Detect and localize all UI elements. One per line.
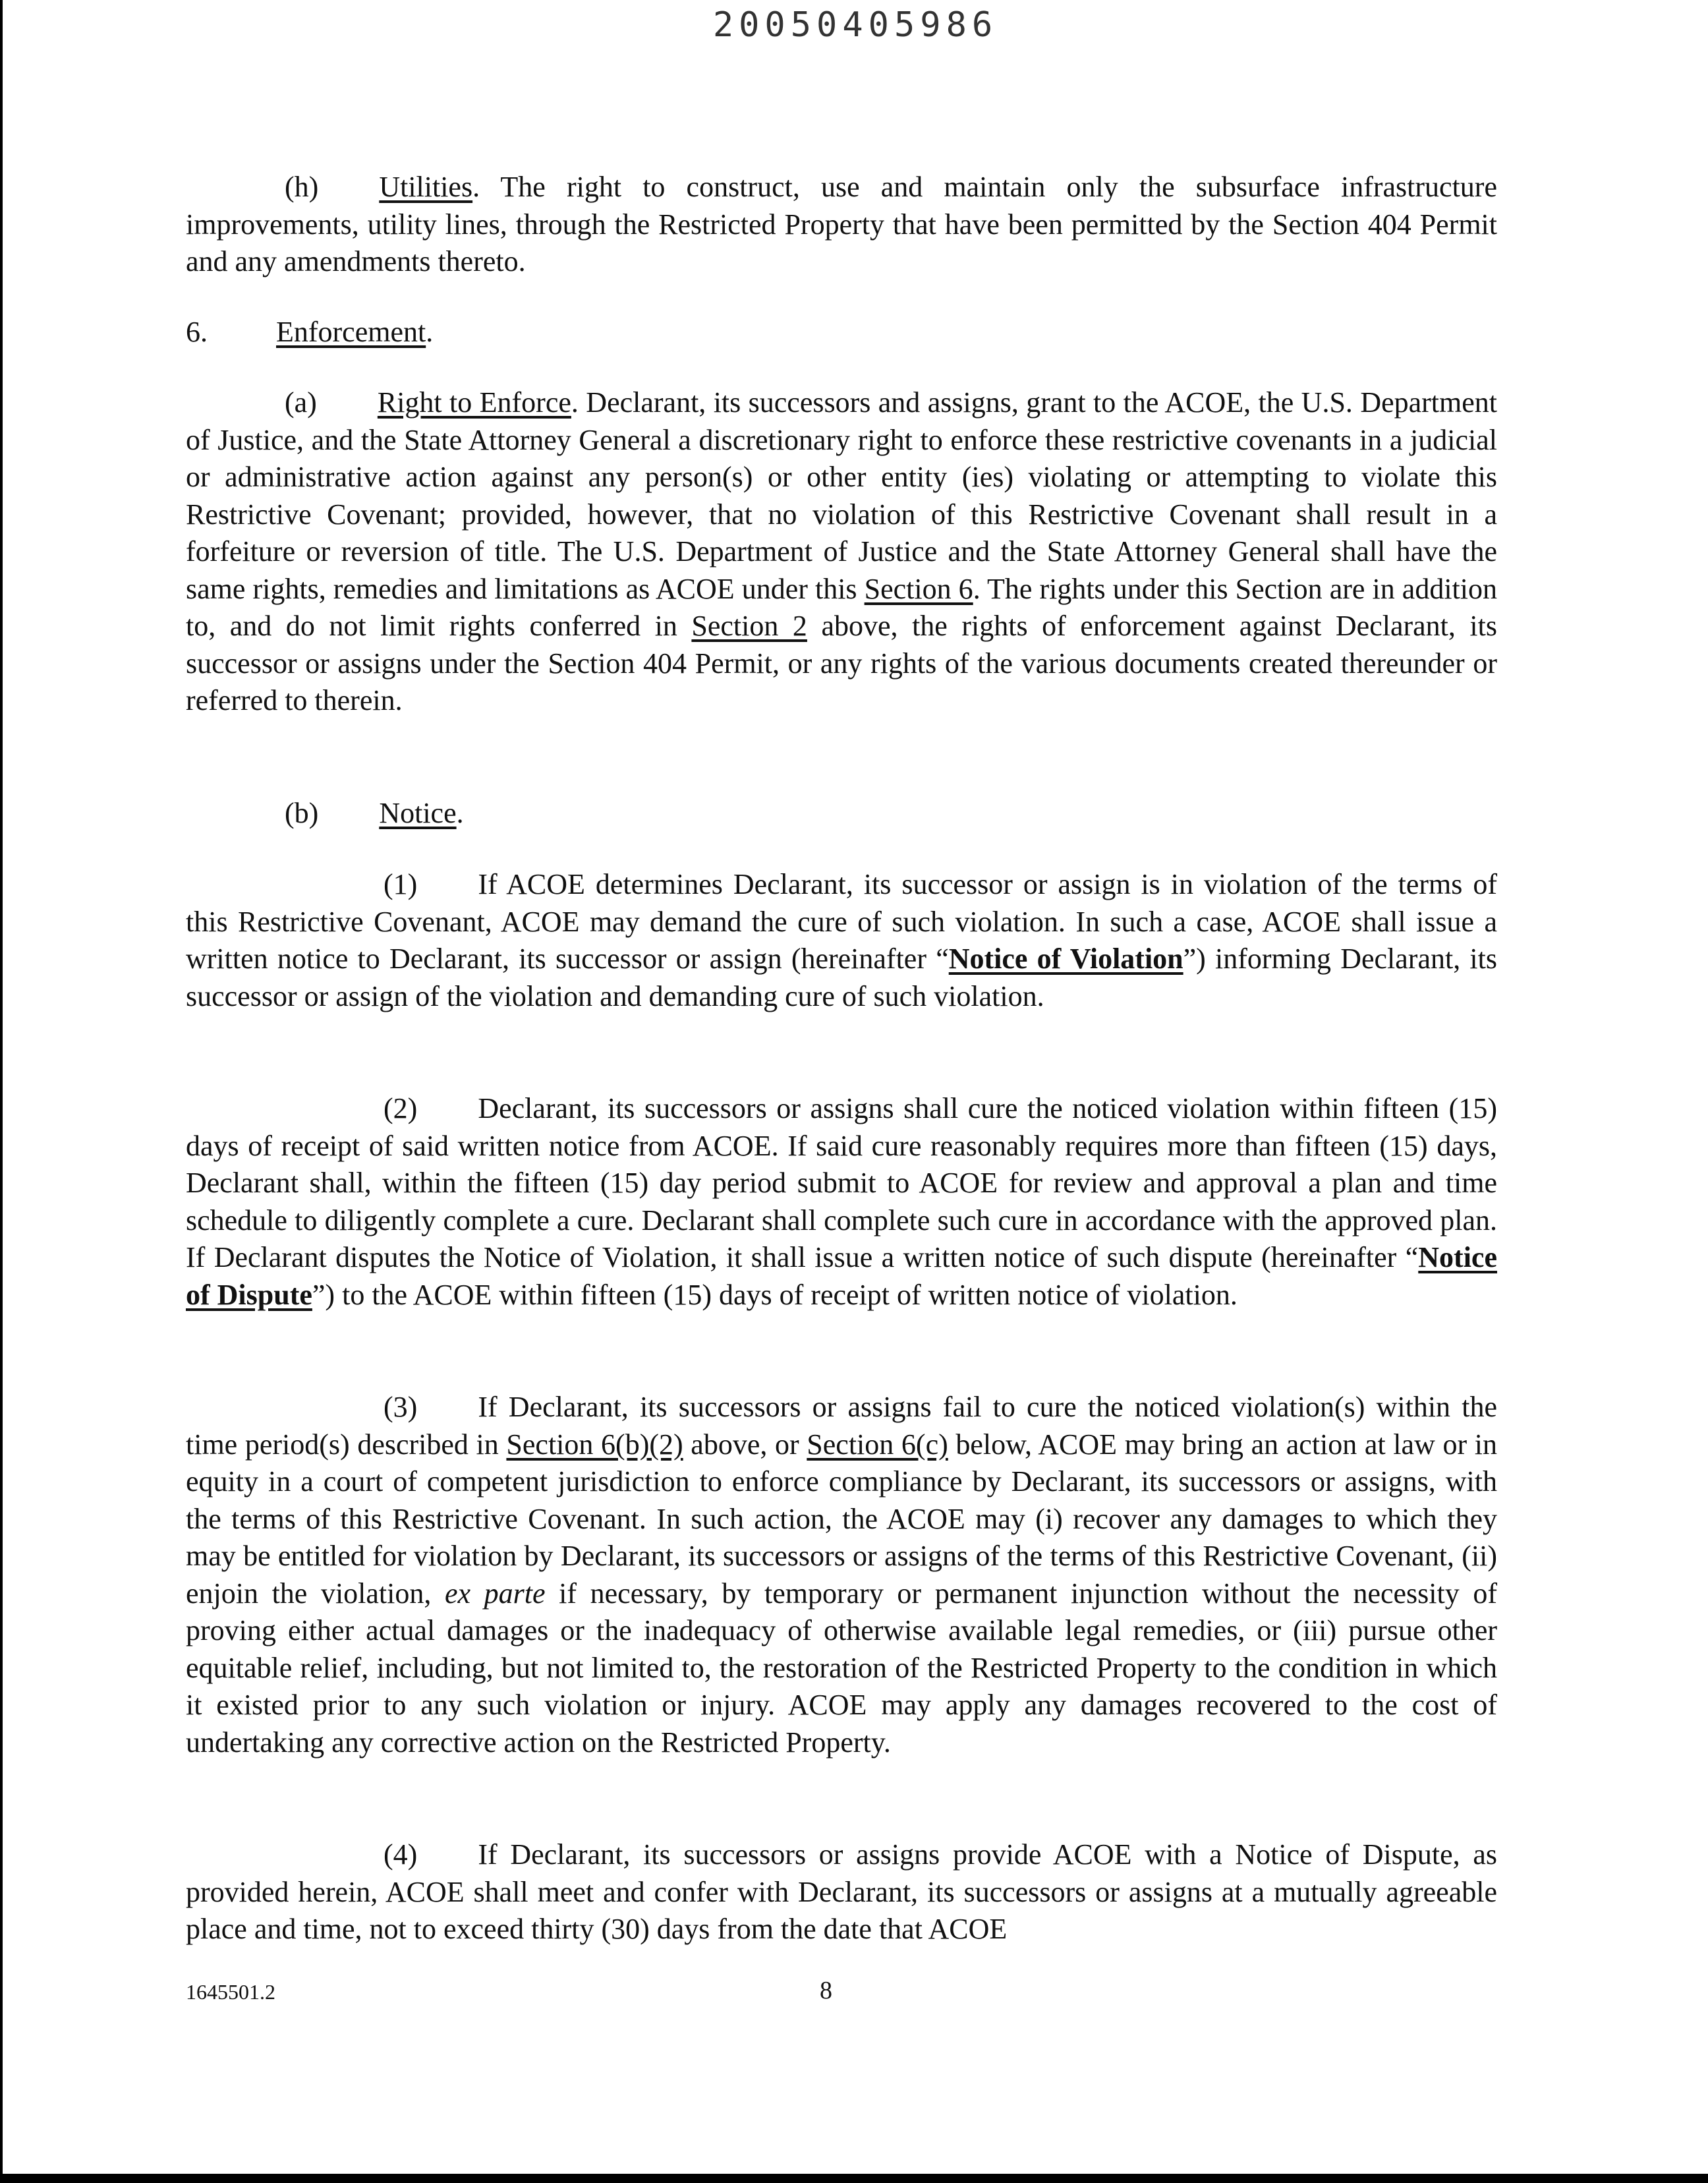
- item-label: (1): [384, 868, 418, 900]
- paragraph-h-utilities: [186, 169, 1497, 281]
- italic-term: ex parte: [445, 1577, 546, 1610]
- paragraph-text: . The rights under this Section are in addition to, and do not limit rights conferred in: [186, 572, 1497, 642]
- paragraph-heading: Right to Enforce: [377, 386, 571, 419]
- item-text: below, ACOE may bring an action at law or in equity in a court of competent jurisdiction to enforce compliance by Declarant, its successors or assigns, with the terms of this Restrictive Covenant. In such action, the ACOE may (i) recover any damages to which they may be entitled for violation by Declarant, its successors or assigns of the terms of this Restrictive Covenant, (ii) enjoin the violation,: [186, 1428, 1497, 1610]
- section-title: Enforcement: [276, 316, 426, 348]
- item-text: If Declarant, its successors or assigns provide ACOE with a Notice of Dispute, as provided herein, ACOE shall meet and confer with Declarant, its successors or assigns at a mutually agreeable place and time, not to exceed thirty (30) days from the date that ACOE: [186, 1838, 1497, 1945]
- item-3: [186, 1389, 1497, 1761]
- section-reference: Section 6(c): [807, 1428, 948, 1461]
- section-number: 6.: [186, 316, 208, 348]
- section-6-heading: [186, 314, 1497, 351]
- paragraph-label: (b): [285, 797, 319, 829]
- section-reference: Section 6: [864, 572, 973, 605]
- item-text: if necessary, by temporary or permanent injunction without the necessity of proving either actual damages or the inadequacy of otherwise available legal remedies, or (iii) pursue other equitable relief, including, but not limited to, the restoration of the Restricted Property to the condition in which it existed prior to any such violation or injury. ACOE may apply any damages recovered to the cost of undertaking any corrective action on the Restricted Property.: [186, 1577, 1497, 1759]
- paragraph-b-notice-heading: [186, 795, 1497, 832]
- item-label: (2): [384, 1092, 418, 1124]
- defined-term: Notice of Violation: [948, 943, 1183, 975]
- paragraph-text: . Declarant, its successors and assigns, grant to the ACOE, the U.S. Department of Justice, and the State Attorney General a discretionary right to enforce these restrictive covenants in a judicial or administrative action against any person(s) or other entity (ies) violating or attempting to violate this Restrictive Covenant; provided, however, that no violation of this Restrictive Covenant shall result in a forfeiture or reversion of title. The U.S. Department of Justice and the State Attorney General shall have the same rights, remedies and limitations as ACOE under this: [186, 386, 1498, 605]
- paragraph-label: (a): [285, 386, 317, 419]
- section-reference: Section 6(b)(2): [506, 1428, 683, 1461]
- paragraph-a-right-to-enforce: [186, 384, 1497, 720]
- paragraph-heading-suffix: .: [456, 797, 464, 829]
- document-number: 20050405986: [712, 5, 998, 45]
- defined-term: Notice of Dispute: [186, 1241, 1497, 1311]
- item-text: Declarant, its successors or assigns shall cure the noticed violation within fifteen (15) days of receipt of said written notice from ACOE. If said cure reasonably requires more than fifteen (15) days, Declarant shall, within the fifteen (15) day period submit to ACOE for review and approval a plan and time schedule to diligently complete a cure. Declarant shall complete such cure in accordance with the approved plan. If Declarant disputes the Notice of Violation, it shall issue a written notice of such dispute (hereinafter “: [186, 1092, 1497, 1273]
- section-reference: Section 2: [691, 610, 807, 642]
- item-text: If Declarant, its successors or assigns fail to cure the noticed violation(s) within the time period(s) described in: [186, 1391, 1497, 1461]
- footer-page-number: 8: [820, 1977, 832, 2004]
- item-1: [186, 866, 1497, 1015]
- paragraph-text: above, the rights of enforcement against Declarant, its successor or assigns under the Section 404 Permit, or any rights of the various documents created thereunder or referred to therein.: [186, 610, 1497, 716]
- paragraph-text: . The right to construct, use and maintain only the subsurface infrastructure improvements, utility lines, through the Restricted Property that have been permitted by the Section 404 Permit and any amendments thereto.: [186, 171, 1497, 277]
- item-text: If ACOE determines Declarant, its successor or assign is in violation of the terms of this Restrictive Covenant, ACOE may demand the cure of such violation. In such a case, ACOE shall issue a written notice to Declarant, its successor or assign (hereinafter “: [186, 868, 1497, 975]
- footer-document-id: 1645501.2: [186, 1980, 275, 2004]
- item-text: ”) to the ACOE within fifteen (15) days of receipt of written notice of violation.: [312, 1278, 1238, 1311]
- paragraph-heading: Utilities: [379, 171, 473, 203]
- paragraph-heading: Notice: [379, 797, 457, 829]
- item-label: (3): [384, 1391, 418, 1423]
- item-2: [186, 1090, 1497, 1314]
- item-text: ”) informing Declarant, its successor or assign of the violation and demanding cure of such violation.: [186, 943, 1497, 1012]
- item-text: above, or: [683, 1428, 807, 1461]
- item-4: [186, 1836, 1497, 1948]
- paragraph-label: (h): [285, 171, 319, 203]
- item-label: (4): [384, 1838, 418, 1871]
- section-title-suffix: .: [426, 316, 434, 348]
